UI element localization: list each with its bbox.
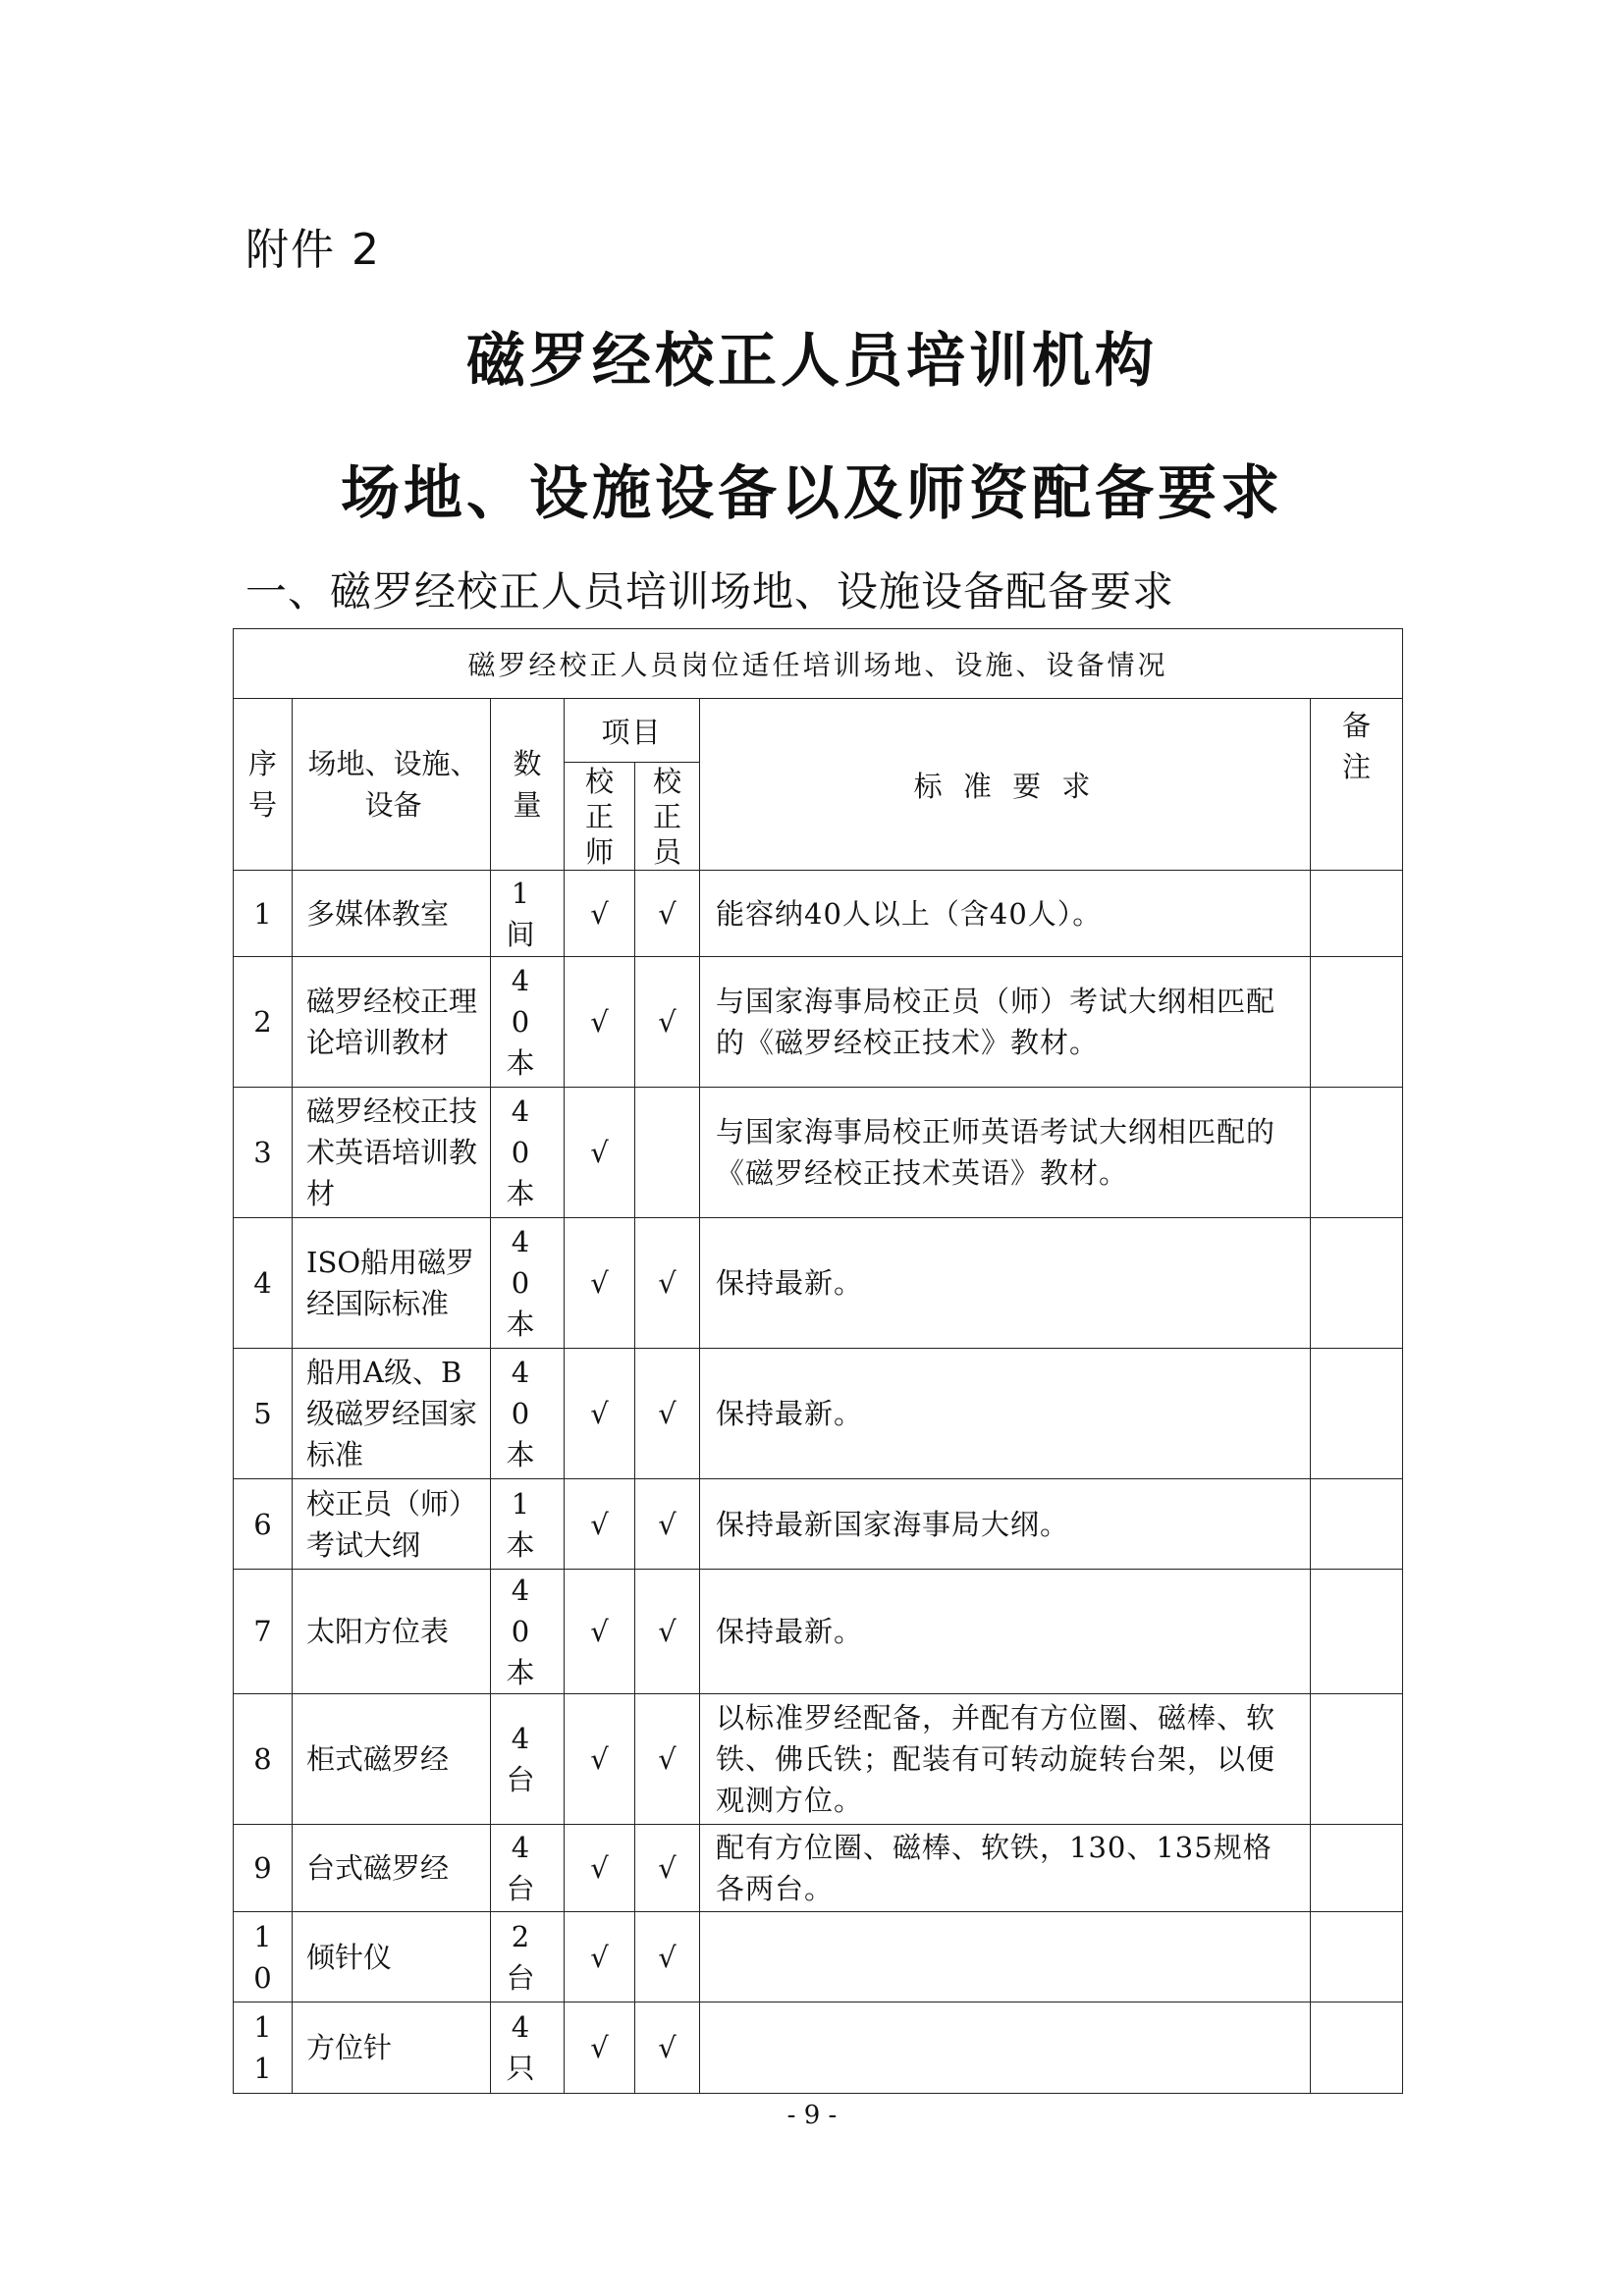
row-seq: 3 [234, 1088, 293, 1218]
row-qty: 1本 [491, 1479, 565, 1570]
row-name: 多媒体教室 [293, 871, 491, 957]
table-row [234, 1218, 1403, 1349]
annex-label: 附件 2 [245, 225, 381, 275]
table-row [234, 871, 1403, 957]
header-seq: 序号 [234, 699, 293, 871]
row-check-b: √ [635, 1349, 700, 1479]
row-name: 台式磁罗经 [293, 1825, 491, 1912]
row-qty: 4只 [491, 2002, 565, 2094]
table-row [234, 2002, 1403, 2094]
header-note: 备注 [1311, 699, 1403, 871]
row-qty: 40本 [491, 1570, 565, 1694]
row-check-a: √ [565, 1912, 635, 2002]
row-note [1311, 1570, 1403, 1694]
row-seq: 10 [234, 1912, 293, 2002]
table-row [234, 1088, 1403, 1218]
row-name: 倾针仪 [293, 1912, 491, 2002]
row-requirement: 保持最新国家海事局大纲。 [700, 1479, 1311, 1570]
doc-title-line2: 场地、设施设备以及师资配备要求 [341, 459, 1283, 528]
table-row [234, 1570, 1403, 1694]
row-requirement: 保持最新。 [700, 1218, 1311, 1349]
table-caption: 磁罗经校正人员岗位适任培训场地、设施、设备情况 [234, 629, 1403, 699]
row-requirement [700, 1912, 1311, 2002]
row-qty: 2台 [491, 1912, 565, 2002]
table-row [234, 957, 1403, 1088]
row-name: ISO船用磁罗经国际标准 [293, 1218, 491, 1349]
row-check-a: √ [565, 1218, 635, 1349]
row-requirement: 保持最新。 [700, 1349, 1311, 1479]
header-project: 项目 [565, 699, 700, 763]
row-note [1311, 1088, 1403, 1218]
doc-title-line1: 磁罗经校正人员培训机构 [466, 327, 1158, 396]
row-note [1311, 1218, 1403, 1349]
row-check-b [635, 1088, 700, 1218]
row-check-b: √ [635, 871, 700, 957]
header-qty: 数量 [491, 699, 565, 871]
row-seq: 2 [234, 957, 293, 1088]
row-note [1311, 1694, 1403, 1825]
row-qty: 40本 [491, 1218, 565, 1349]
row-name: 校正员（师）考试大纲 [293, 1479, 491, 1570]
row-check-b: √ [635, 1479, 700, 1570]
section-heading: 一、磁罗经校正人员培训场地、设施设备配备要求 [245, 567, 1175, 615]
row-check-a: √ [565, 957, 635, 1088]
row-note [1311, 1349, 1403, 1479]
table-row [234, 1912, 1403, 2002]
header-col-a: 校正师 [565, 763, 635, 871]
row-check-a: √ [565, 1088, 635, 1218]
header-requirement: 标 准 要 求 [700, 699, 1311, 871]
row-qty: 4台 [491, 1825, 565, 1912]
row-check-a: √ [565, 1825, 635, 1912]
row-check-b: √ [635, 1570, 700, 1694]
row-requirement: 保持最新。 [700, 1570, 1311, 1694]
row-requirement [700, 2002, 1311, 2094]
row-seq: 4 [234, 1218, 293, 1349]
row-check-a: √ [565, 1349, 635, 1479]
row-check-b: √ [635, 957, 700, 1088]
table-row [234, 1825, 1403, 1912]
row-seq: 1 [234, 871, 293, 957]
header-col-b: 校正员 [635, 763, 700, 871]
row-seq: 7 [234, 1570, 293, 1694]
row-note [1311, 957, 1403, 1088]
row-qty: 4台 [491, 1694, 565, 1825]
row-check-a: √ [565, 1694, 635, 1825]
row-name: 太阳方位表 [293, 1570, 491, 1694]
row-name: 船用A级、B级磁罗经国家标准 [293, 1349, 491, 1479]
row-check-a: √ [565, 1479, 635, 1570]
row-check-b: √ [635, 1218, 700, 1349]
row-qty: 40本 [491, 1088, 565, 1218]
row-name: 方位针 [293, 2002, 491, 2094]
row-check-a: √ [565, 1570, 635, 1694]
row-name: 磁罗经校正技术英语培训教材 [293, 1088, 491, 1218]
page-number: - 9 - [786, 2101, 838, 2130]
row-qty: 40本 [491, 957, 565, 1088]
row-check-a: √ [565, 2002, 635, 2094]
row-seq: 5 [234, 1349, 293, 1479]
row-seq: 6 [234, 1479, 293, 1570]
row-seq: 11 [234, 2002, 293, 2094]
row-name: 柜式磁罗经 [293, 1694, 491, 1825]
row-qty: 40本 [491, 1349, 565, 1479]
row-name: 磁罗经校正理论培训教材 [293, 957, 491, 1088]
table-row [234, 1479, 1403, 1570]
row-seq: 9 [234, 1825, 293, 1912]
row-requirement: 以标准罗经配备，并配有方位圈、磁棒、软铁、佛氏铁；配装有可转动旋转台架，以便观测方位。 [700, 1694, 1311, 1825]
row-seq: 8 [234, 1694, 293, 1825]
row-note [1311, 1825, 1403, 1912]
equipment-table [233, 628, 1403, 2094]
row-check-a: √ [565, 871, 635, 957]
row-note [1311, 1479, 1403, 1570]
table-row [234, 1694, 1403, 1825]
row-check-b: √ [635, 1694, 700, 1825]
row-requirement: 与国家海事局校正师英语考试大纲相匹配的《磁罗经校正技术英语》教材。 [700, 1088, 1311, 1218]
row-check-b: √ [635, 1825, 700, 1912]
row-note [1311, 2002, 1403, 2094]
row-qty: 1间 [491, 871, 565, 957]
row-requirement: 配有方位圈、磁棒、软铁，130、135规格各两台。 [700, 1825, 1311, 1912]
row-note [1311, 1912, 1403, 2002]
table-row [234, 1349, 1403, 1479]
row-check-b: √ [635, 2002, 700, 2094]
row-check-b: √ [635, 1912, 700, 2002]
row-requirement: 与国家海事局校正员（师）考试大纲相匹配的《磁罗经校正技术》教材。 [700, 957, 1311, 1088]
row-requirement: 能容纳40人以上（含40人）。 [700, 871, 1311, 957]
header-name: 场地、设施、设备 [293, 699, 491, 871]
row-note [1311, 871, 1403, 957]
